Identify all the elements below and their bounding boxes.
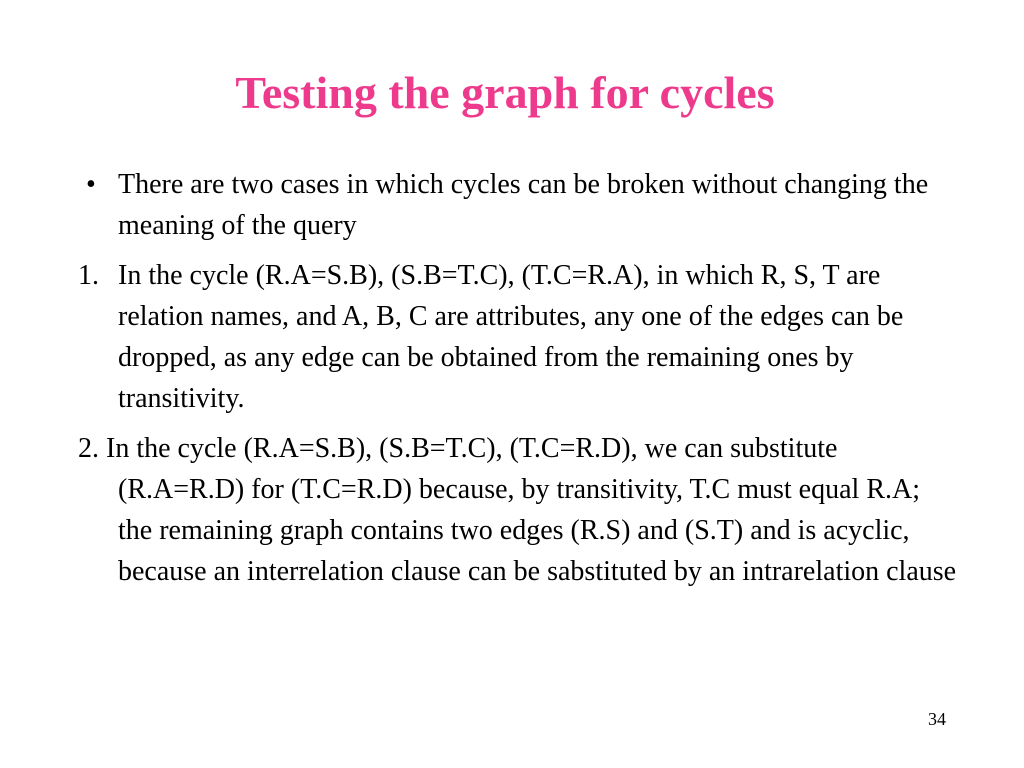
bullet-marker: • — [86, 169, 96, 200]
bullet-text: There are two cases in which cycles can be broken without changing the meaning of the query — [118, 169, 929, 241]
page-number: 34 — [928, 709, 946, 729]
slide-body — [78, 164, 958, 601]
numbered-item-2: 2. In the cycle (R.A=S.B), (S.B=T.C), (T.C=R.D), we can substitute (R.A=R.D) for (T.C=R.D) because, by transitivity, T.C must equal R.A; the remaining graph contains two edges (R.S) and (S.T) and is acyclic, because an interrelation clause can be sabstituted by an intrarelation clause — [78, 433, 957, 587]
number-marker-1: 1. — [78, 260, 99, 291]
bullet-item — [78, 164, 958, 246]
numbered-item-1 — [78, 255, 958, 419]
numbered-text-1: In the cycle (R.A=S.B), (S.B=T.C), (T.C=R.A), in which R, S, T are relation names, and A, B, C are attributes, any one of the edges can be dropped, as any edge can be obtained from the remaining ones by transitivity. — [118, 260, 904, 414]
slide-title: Testing the graph for cycles — [235, 67, 775, 118]
